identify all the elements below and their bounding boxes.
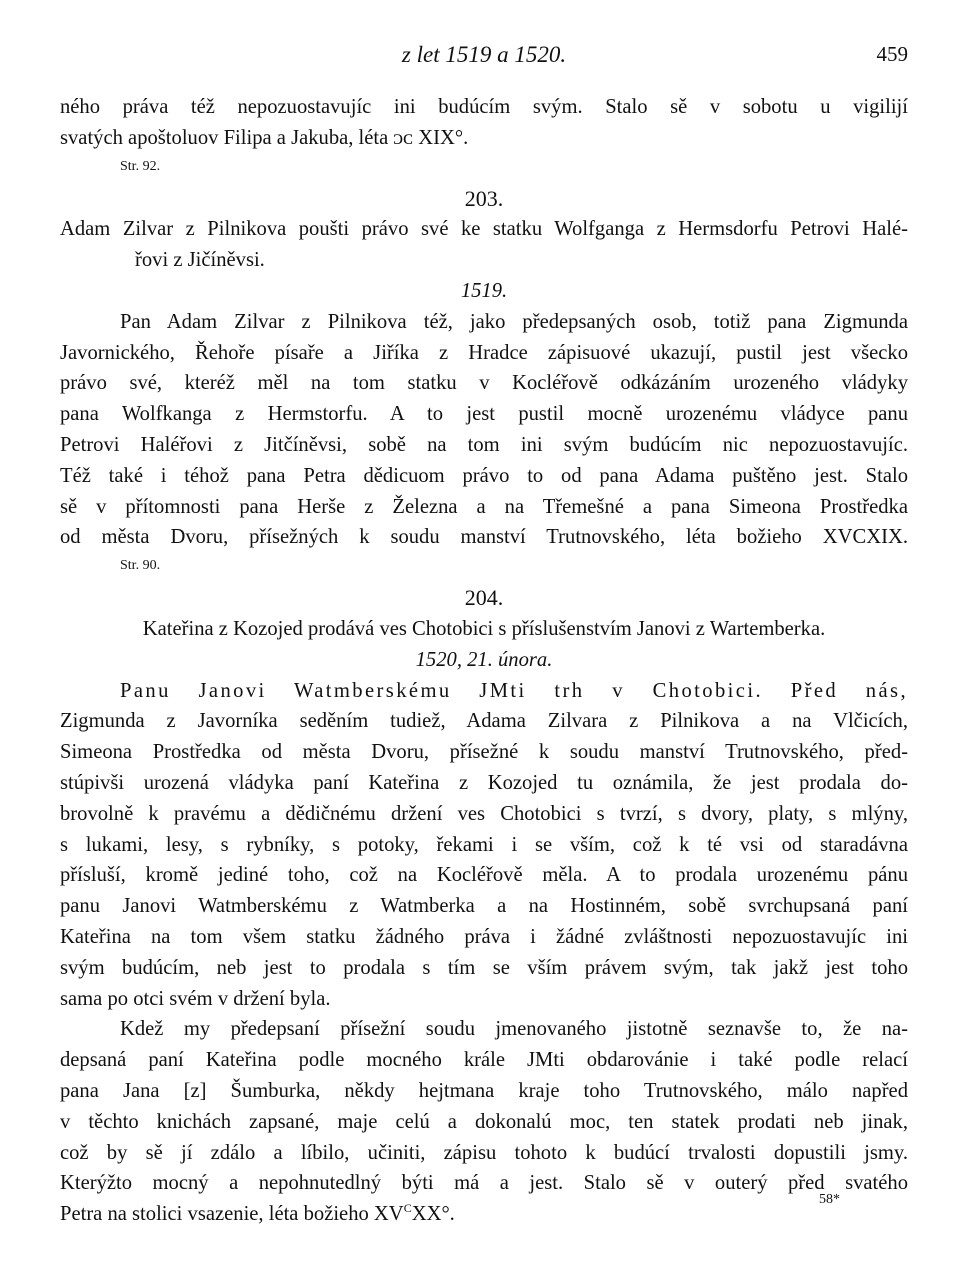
text-line: od města Dvoru, přísežných k soudu manství Trutnovského, léta božieho XVCXIX. [60, 526, 908, 549]
text-line: v těchto knichách zapsané, maje celú a dokonalú moc, ten statek prodati neb jinak, [60, 1110, 908, 1133]
text-line: sě v přítomnosti pana Herše z Železna a na Třemešné a pana Simeona Prostředka [60, 495, 908, 518]
text-line: pana Wolfkanga z Hermstorfu. A to jest pustil mocně urozenému vládyce panu [60, 403, 908, 426]
text-line: Petrovi Haléřovi z Jitčíněvsi, sobě na tom ini svým budúcím nic nepozuostavujíc. [60, 433, 908, 456]
regest-line: řovi z Jičíněvsi. [135, 249, 265, 272]
text-line: brovolně k pravému a dědičnému držení ves Chotobici s tvrzí, s dvory, platy, s mlýny, [60, 802, 908, 825]
text-line: přísluší, kromě jediné toho, což na Kocléřově měla. A to prodala urozenému pánu [60, 864, 908, 887]
text-line: právo své, kteréž měl na tom statku v Kocléřově odkázáním urozeného vládyky [60, 372, 908, 395]
text-line: Kateřina na tom všem statku žádného práva i žádné zvláštnosti nepozuostavujíc ini [60, 925, 908, 948]
document-number: 203. [464, 185, 504, 211]
text-line: sama po otci svém v držení byla. [60, 987, 331, 1010]
text-line: s lukami, lesy, s rybníky, s potoky, řekami i se vším, což k té vsi od staradávna [60, 833, 908, 856]
text-line: panu Janovi Watmberskému z Watmberka a na Hostinném, sobě svrchupsaná paní [60, 895, 908, 918]
superscript-c: C [403, 1201, 412, 1216]
text-line: Kterýžto mocný a nepohnutedlný býti má a jest. Stalo sě v outerý před svatého [60, 1172, 908, 1195]
regest-line: Adam Zilvar z Pilnikova poušti právo své ke statku Wolfganga z Hermsdorfu Petrovi Halé- [60, 218, 908, 241]
regest-line: Kateřina z Kozojed prodává ves Chotobici s příslušenstvím Janovi z Wartemberka. [142, 617, 826, 640]
text-line: což by sě jí zdálo a líbilo, učiniti, zápisu tohoto k budúcí trvalosti dopustili jsmy. [60, 1141, 908, 1164]
text-line [60, 1199, 908, 1230]
text-line: ného práva též nepozuostavujíc ini budúcím svým. Stalo sě v sobotu u vigilijí [60, 96, 908, 118]
running-title: z let 1519 a 1520. [401, 42, 567, 67]
document-number: 204. [464, 585, 504, 611]
document-body [60, 92, 908, 1230]
text-line: stúpivši urozená vládyka paní Kateřina z Kozojed tu oznámila, že jest prodala do- [60, 771, 908, 794]
document-date: 1519. [460, 279, 508, 302]
document-date: 1520, 21. února. [415, 648, 553, 671]
text-line: Kdež my předepsaní přísežní soudu jmenovaného jistotně seznavše to, že na- [120, 1018, 908, 1041]
text-line: Též také i téhož pana Petra dědicuom právo to od pana Adama puštěno jest. Stalo [60, 464, 908, 487]
text-line: pana Jana [z] Šumburka, někdy hejtmana kraje toho Trutnovského, málo napřed [60, 1079, 908, 1102]
text-line: svatých apoštoluov Filipa a Jakuba, léta ᴐᴄ XIX°. [60, 126, 469, 149]
text-fragment: XX°. [411, 1203, 455, 1226]
source-reference: Str. 90. [120, 558, 161, 574]
text-fragment: Petra na stolici vsazenie, léta božieho XV [60, 1203, 404, 1226]
page-number: 459 [876, 42, 908, 66]
text-line: Javornického, Řehoře písaře a Jiříka z Hradce zápisuové ukazují, pustil jest všecko [60, 341, 908, 364]
text-line: svým budúcím, neb jest to prodala s tím se vším právem svým, tak jakž jest toho [60, 956, 908, 979]
page-header [60, 42, 908, 72]
text-line: Simeona Prostředka od města Dvoru, přísežné k soudu manství Trutnovského, před- [60, 741, 908, 764]
text-line: Panu Janovi Watmberskému JMti trh v Chotobici. Před nás, [120, 679, 908, 702]
text-line: Pan Adam Zilvar z Pilnikova též, jako předepsaných osob, totiž pana Zigmunda [120, 310, 908, 333]
text-line: Zigmunda z Javorníka seděním tudiež, Adama Zilvara z Pilnikova a na Vlčicích, [60, 710, 908, 733]
source-reference: Str. 92. [120, 158, 161, 174]
signature-mark: 58* [819, 1192, 840, 1207]
text-line: depsaná paní Kateřina podle mocného krále JMti obdarovánie i také podle relací [60, 1049, 908, 1072]
